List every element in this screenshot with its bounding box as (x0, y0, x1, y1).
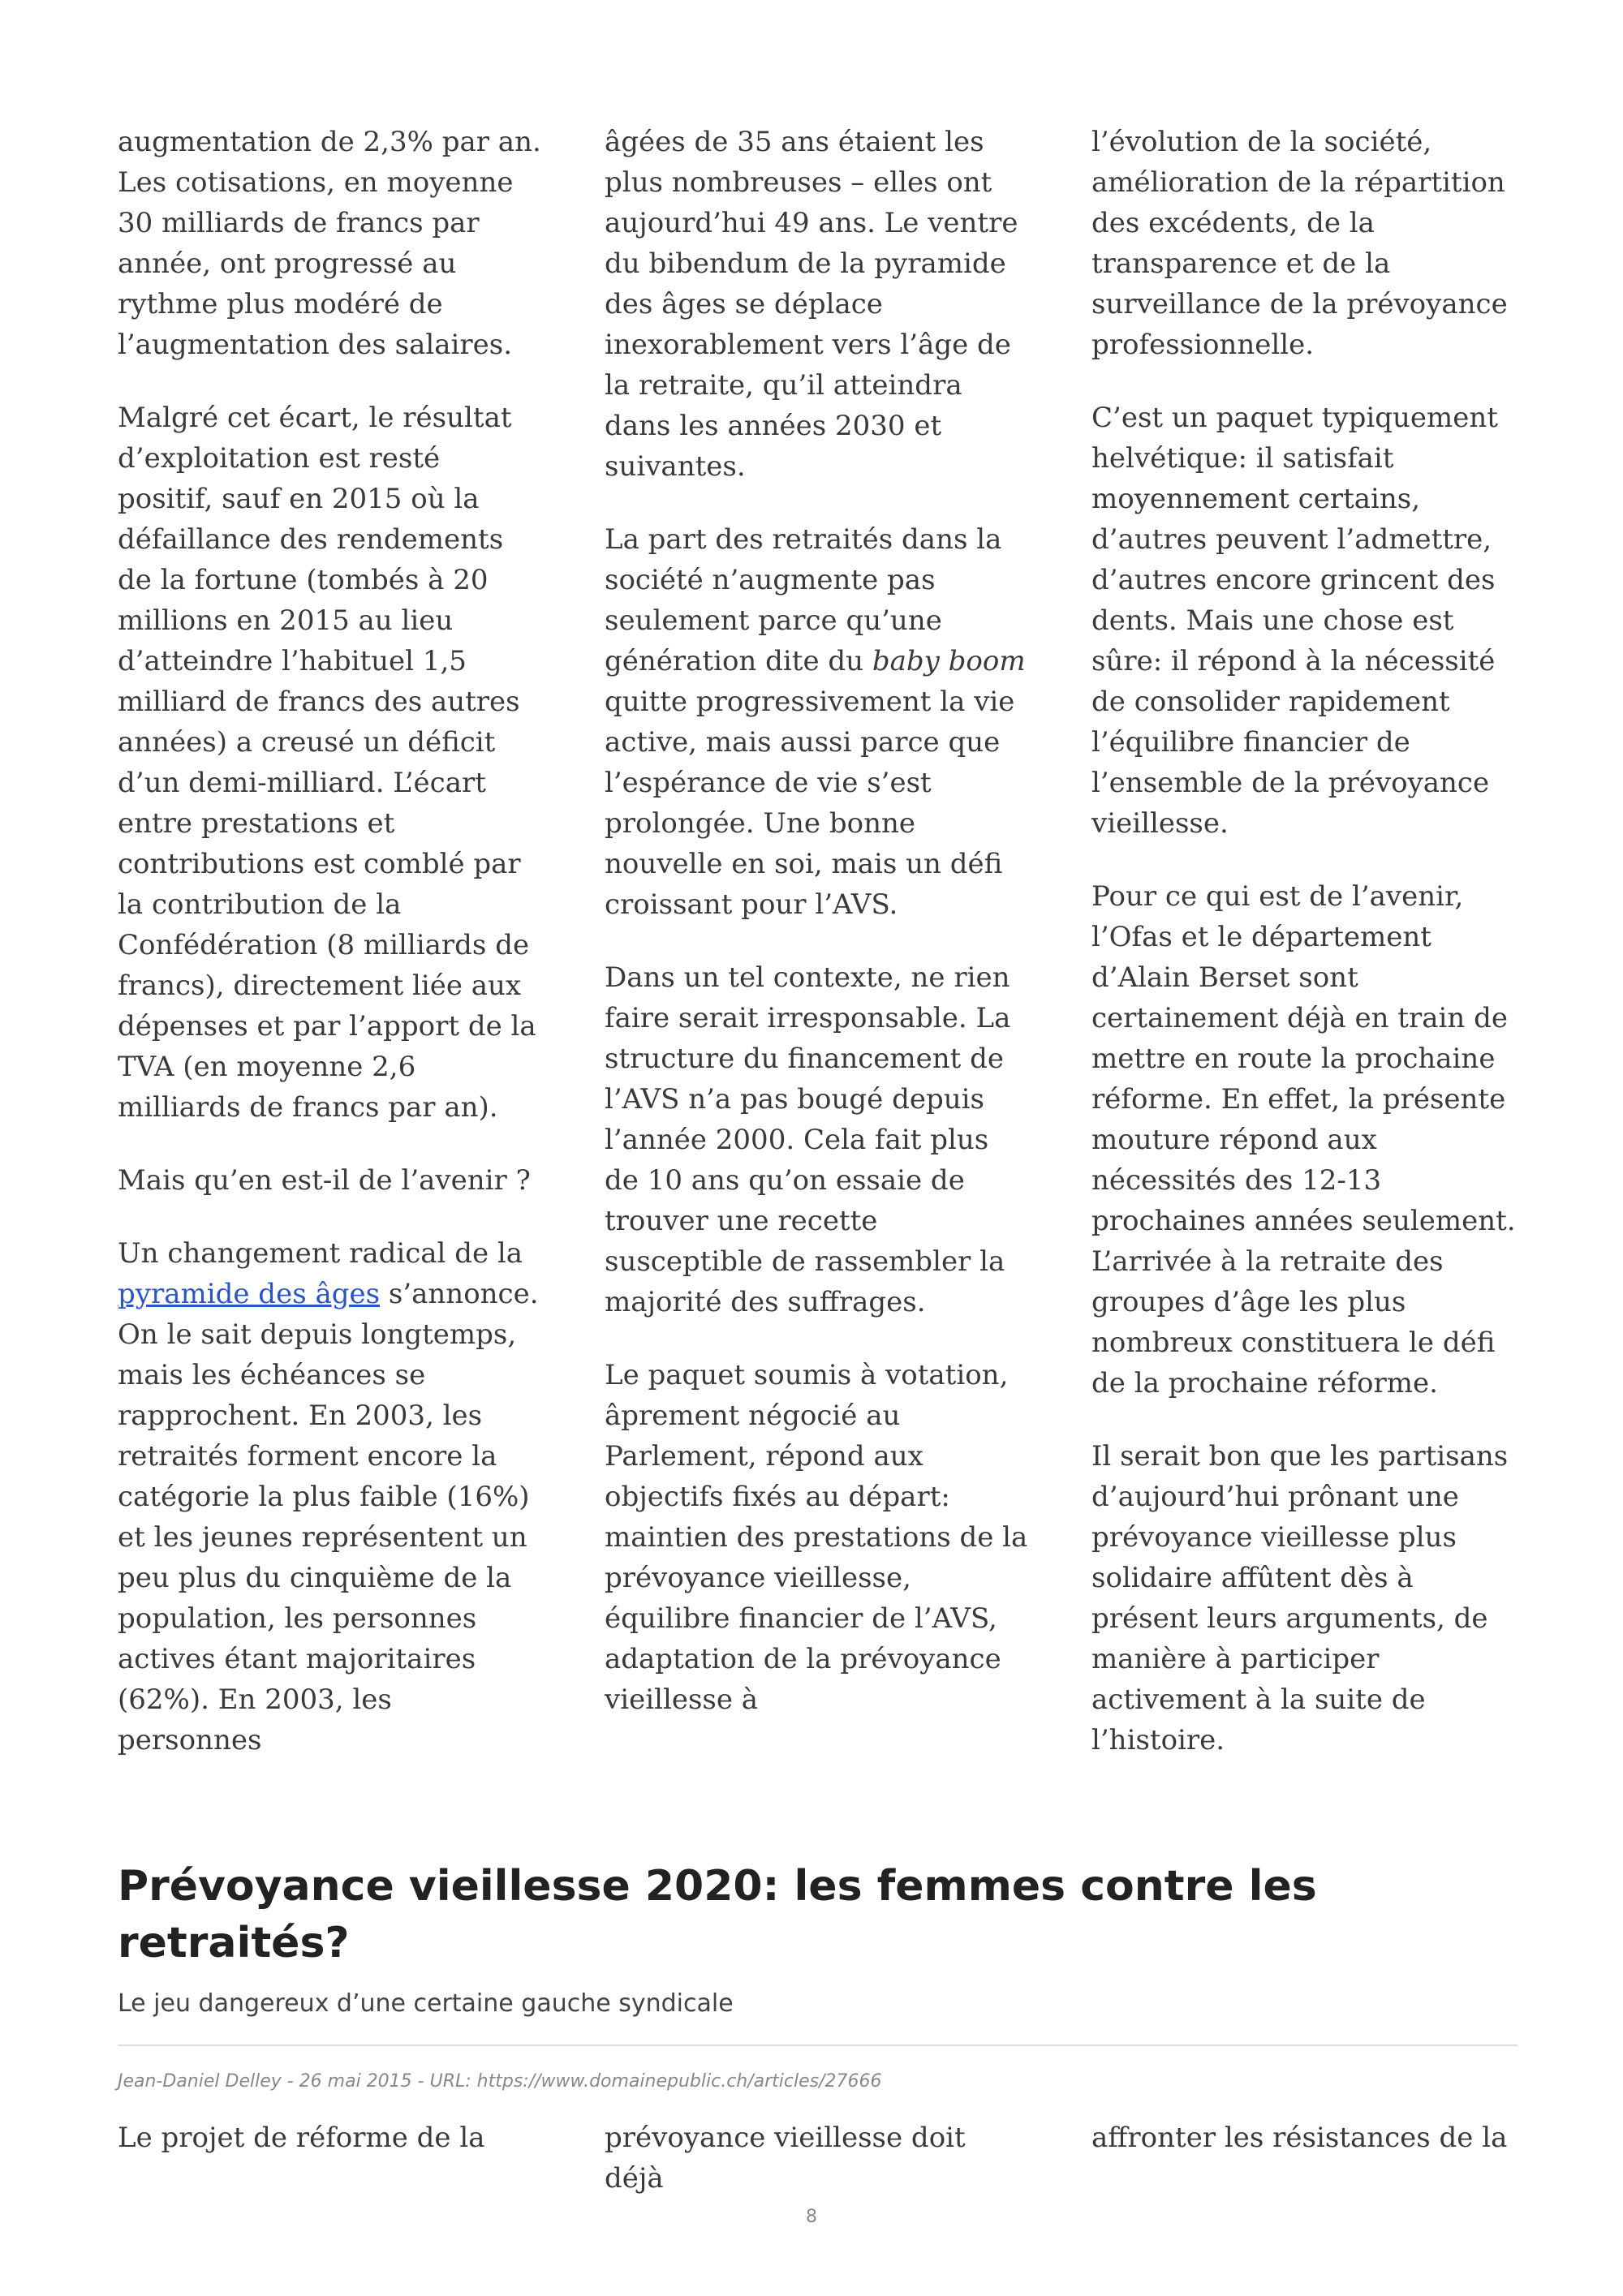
page-number: 8 (806, 2207, 817, 2227)
paragraph: Dans un tel contexte, ne rien faire serait irresponsable. La structure du financement de l’AVS n’a pas bougé depuis l’année 2000. Cela fait plus de 10 ans qu’on essaie de trouver une recette susceptible de rassembler la majorité des suffrages. (605, 961, 1011, 1318)
divider (118, 2044, 1518, 2046)
paragraph: âgées de 35 ans étaient les plus nombreuses – elles ont aujourd’hui 49 ans. Le ventre du bibendum de la pyramide des âges se déplace inexorablement vers l’âge de la retraite, qu’il atteindra dans les années 2030 et suivantes. (605, 126, 1018, 483)
text-run: quitte progressivement la vie active, mais aussi parce que l’espérance de vie s’est prolongée. Une bonne nouvelle en soi, mais un défi croissant pour l’AVS. (605, 686, 1015, 921)
paragraph: Pour ce qui est de l’avenir, l’Ofas et le département d’Alain Berset sont certainement déjà en train de mettre en route la prochaine réforme. En effet, la présente mouture répond aux nécessités des 12-13 prochaines années seulement. L’arrivée à la retraite des groupes d’âge les plus nombreux constituera le défi de la prochaine réforme. (1091, 880, 1516, 1400)
next-article-columns (118, 2118, 1518, 2199)
paragraph: Malgré cet écart, le résultat d’exploitation est resté positif, sauf en 2015 où la défaillance des rendements de la fortune (tombés à 20 millions en 2015 au lieu d’atteindre l’habituel 1,5 milliard de francs des autres années) a creusé un déficit d’un demi-milliard. L’écart entre prestations et contributions est comblé par la contribution de la Confédération (8 milliards de francs), directement liée aux dépenses et par l’apport de la TVA (en moyenne 2,6 milliards de francs par an). (118, 402, 536, 1124)
next-article-header (118, 1858, 1518, 2095)
paragraph: Mais qu’en est-il de l’avenir ? (118, 1164, 531, 1197)
paragraph-with-link (118, 1233, 544, 1761)
column-3 (1091, 2118, 1518, 2199)
text-run: Un changement radical de la (118, 1237, 523, 1270)
column-2 (605, 122, 1031, 1716)
paragraph: Le projet de réforme de la (118, 2122, 485, 2154)
text-run: s’annonce. On le sait depuis longtemps, mais les échéances se rapprochent. En 2003, les retraités forment encore la catégorie la plus faible (16%) et les jeunes représentent un peu plus du cinquième de la population, les personnes actives étant majoritaires (62%). En 2003, les personnes (118, 1278, 539, 1756)
paragraph: augmentation de 2,3% par an. Les cotisations, en moyenne 30 milliards de francs par année, ont progressé au rythme plus modéré de l’augmentation des salaires. (118, 126, 541, 361)
paragraph: Le paquet soumis à votation, âprement négocié au Parlement, répond aux objectifs fixés au départ: maintien des prestations de la prévoyance vieillesse, équilibre financier de l’AVS, adaptation de la prévoyance vieillesse à (605, 1359, 1028, 1716)
article-subtitle: Le jeu dangereux d’une certaine gauche syndicale (118, 1989, 734, 2018)
paragraph: C’est un paquet typiquement helvétique: il satisfait moyennement certains, d’autres peuvent l’admettre, d’autres encore grincent des dents. Mais une chose est sûre: il répond à la nécessité de consolider rapidement l’équilibre financier de l’ensemble de la prévoyance vieillesse. (1091, 402, 1498, 840)
column-3 (1091, 122, 1518, 1756)
column-1 (118, 2118, 544, 2199)
article-columns (118, 122, 1518, 1756)
column-2 (605, 2118, 1031, 2199)
paragraph: affronter les résistances de la (1091, 2122, 1508, 2154)
paragraph-with-italic (605, 519, 1031, 925)
italic-term: baby boom (872, 645, 1026, 677)
article-meta: Jean-Daniel Delley - 26 mai 2015 - URL: https://www.domainepublic.ch/articles/27666 (118, 2071, 882, 2092)
paragraph: Il serait bon que les partisans d’aujourd’hui prônant une prévoyance vieillesse plus solidaire affûtent dès à présent leurs arguments, de manière à participer activement à la suite de l’histoire. (1091, 1440, 1509, 1756)
text-run: La part des retraités dans la société n’augmente pas seulement parce qu’une génération dite du (605, 523, 1002, 677)
paragraph: l’évolution de la société, amélioration de la répartition des excédents, de la transparence et de la surveillance de la prévoyance professionnelle. (1091, 126, 1508, 361)
pyramide-des-ages-link[interactable]: pyramide des âges (118, 1278, 381, 1310)
column-1 (118, 122, 544, 1756)
article-title: Prévoyance vieillesse 2020: les femmes contre les retraités? (118, 1862, 1317, 1967)
paragraph: prévoyance vieillesse doit déjà (605, 2122, 966, 2195)
